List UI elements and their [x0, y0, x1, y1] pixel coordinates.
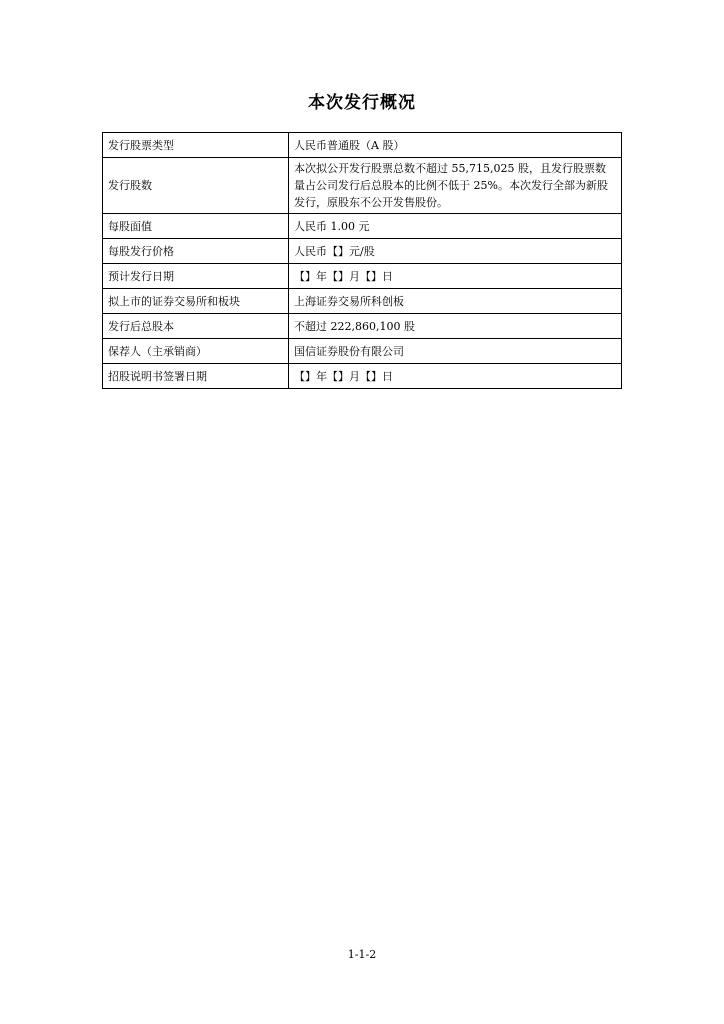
table-row — [103, 133, 622, 158]
table-row — [103, 314, 622, 339]
offering-summary-table — [102, 132, 622, 389]
table-row — [103, 158, 622, 214]
table-row — [103, 289, 622, 314]
row-label-par-value: 每股面值 — [103, 214, 289, 239]
row-value-share-count: 本次拟公开发行股票总数不超过 55,715,025 股，且发行股票数量占公司发行后总股本的比例不低于 25%。本次发行全部为新股发行，原股东不公开发售股份。 — [289, 158, 622, 214]
table-row — [103, 364, 622, 389]
table-row — [103, 239, 622, 264]
page-number: 1-1-2 — [347, 948, 377, 961]
row-value-issue-price: 人民币【】元/股 — [289, 239, 622, 264]
table-row — [103, 264, 622, 289]
row-label-issue-date: 预计发行日期 — [103, 264, 289, 289]
row-value-sponsor: 国信证券股份有限公司 — [289, 339, 622, 364]
table-row — [103, 214, 622, 239]
row-label-issue-price: 每股发行价格 — [103, 239, 289, 264]
row-value-total-shares: 不超过 222,860,100 股 — [289, 314, 622, 339]
row-label-total-shares: 发行后总股本 — [103, 314, 289, 339]
row-label-signing-date: 招股说明书签署日期 — [103, 364, 289, 389]
row-label-exchange: 拟上市的证券交易所和板块 — [103, 289, 289, 314]
row-label-share-count: 发行股数 — [103, 158, 289, 214]
row-value-issue-date: 【】年【】月【】日 — [289, 264, 622, 289]
page-title: 本次发行概况 — [308, 93, 416, 113]
row-label-stock-type: 发行股票类型 — [103, 133, 289, 158]
row-label-sponsor: 保荐人（主承销商） — [103, 339, 289, 364]
row-value-stock-type: 人民币普通股（A 股） — [289, 133, 622, 158]
table-row — [103, 339, 622, 364]
row-value-signing-date: 【】年【】月【】日 — [289, 364, 622, 389]
row-value-exchange: 上海证券交易所科创板 — [289, 289, 622, 314]
row-value-par-value: 人民币 1.00 元 — [289, 214, 622, 239]
